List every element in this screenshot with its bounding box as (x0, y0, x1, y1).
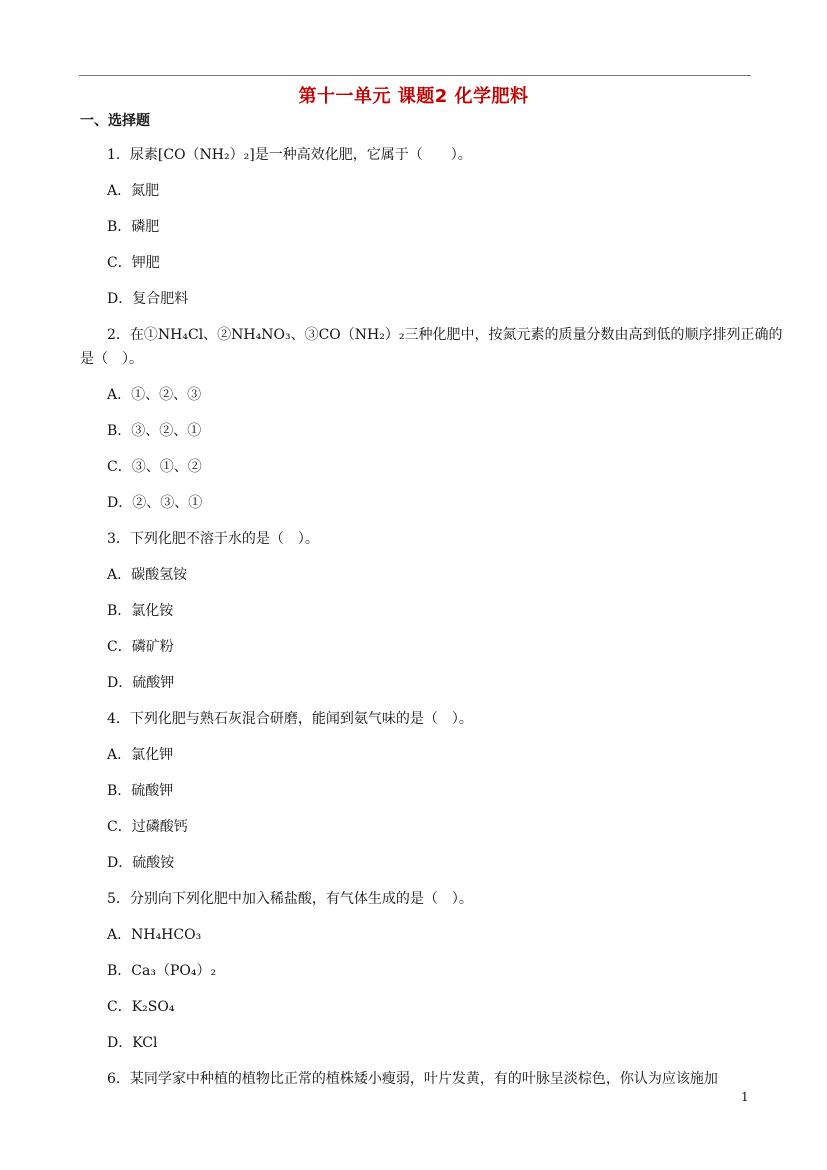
header-rule (79, 75, 751, 76)
option-text: C．③、①、② (107, 459, 202, 475)
option-text: B．硫酸钾 (107, 783, 174, 799)
option-text: B．Ca₃（PO₄）₂ (107, 963, 217, 979)
question-text: 3．下列化肥不溶于水的是（ ）。 (107, 531, 319, 547)
option-text: B．③、②、① (107, 423, 202, 439)
option-text: C．磷矿粉 (107, 639, 174, 655)
option-text: D．硫酸钾 (107, 675, 175, 691)
option-text: D．硫酸铵 (107, 855, 175, 871)
question-text: 4．下列化肥与熟石灰混合研磨，能闻到氨气味的是（ ）。 (107, 711, 473, 727)
question-continuation: 是（ ）。 (80, 351, 143, 367)
option-text: A．NH₄HCO₃ (107, 927, 202, 943)
option-text: C．K₂SO₄ (107, 999, 175, 1015)
option-text: A．氯化钾 (107, 747, 174, 763)
option-text: A．①、②、③ (107, 387, 202, 403)
page-title: 第十一单元 课题2 化学肥料 (298, 86, 529, 107)
option-text: B．氯化铵 (107, 603, 174, 619)
option-text: B．磷肥 (107, 219, 160, 235)
option-text: D．复合肥料 (107, 291, 189, 307)
page-number: 1 (741, 1090, 749, 1104)
option-text: D．②、③、① (107, 495, 203, 511)
question-text: 2．在①NH₄Cl、②NH₄NO₃、③CO（NH₂）₂三种化肥中，按氮元素的质量分数由高到低的顺序排列正确的 (107, 327, 783, 343)
question-text: 5．分别向下列化肥中加入稀盐酸，有气体生成的是（ ）。 (107, 891, 473, 907)
option-text: A．氮肥 (107, 183, 160, 199)
question-text: 1．尿素[CO（NH₂）₂]是一种高效化肥，它属于（ ）。 (107, 147, 472, 163)
option-text: C．过磷酸钙 (107, 819, 188, 835)
option-text: C．钾肥 (107, 255, 160, 271)
question-text: 6．某同学家中种植的植物比正常的植株矮小瘦弱，叶片发黄，有的叶脉呈淡棕色，你认为应该施加 (107, 1071, 718, 1087)
option-text: A．碳酸氢铵 (107, 567, 188, 583)
section-heading: 一、选择题 (80, 113, 150, 129)
option-text: D．KCl (107, 1035, 158, 1051)
